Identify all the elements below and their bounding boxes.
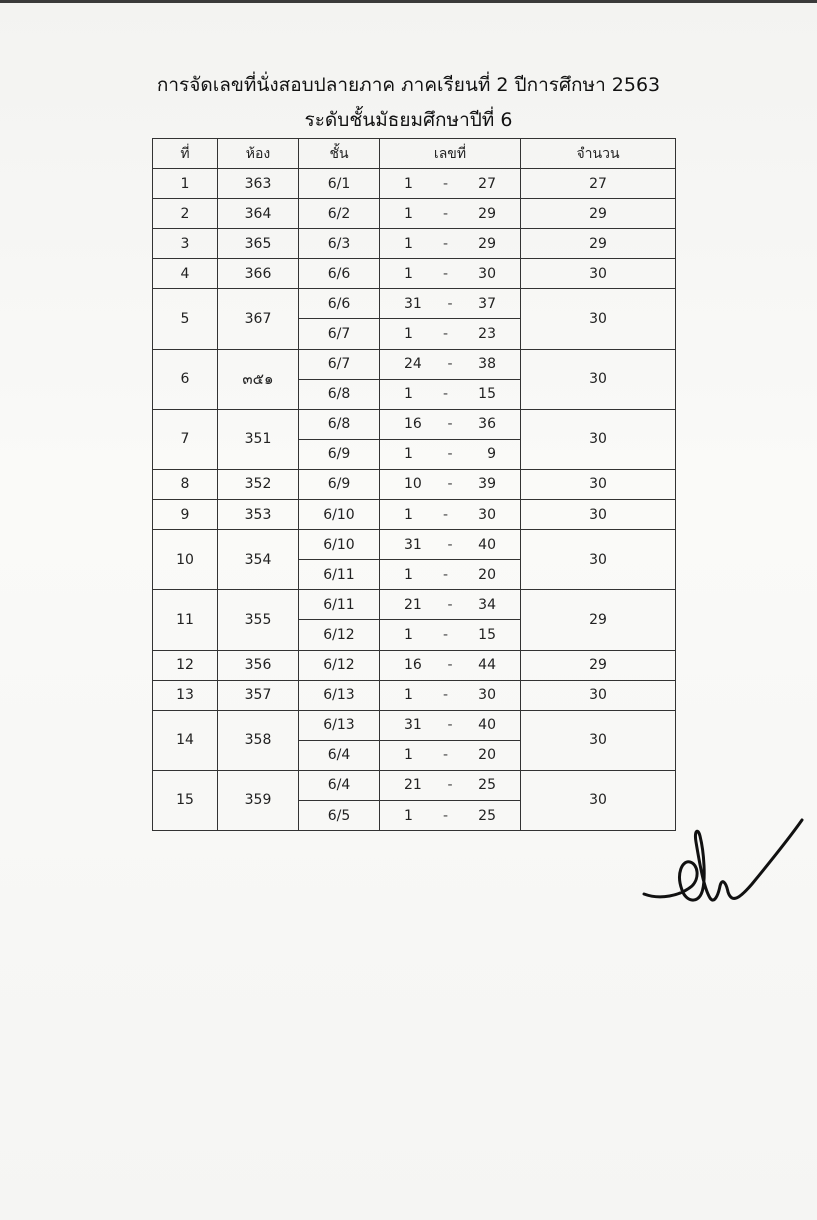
table-row bbox=[153, 169, 676, 199]
seat-to: 40 bbox=[478, 717, 496, 734]
seat-dash: - bbox=[447, 717, 453, 734]
seat-dash: - bbox=[443, 747, 449, 764]
cell-class: 6/10 bbox=[299, 530, 380, 560]
cell-seat-range bbox=[380, 289, 521, 319]
seat-to: 39 bbox=[478, 476, 496, 493]
seat-dash: - bbox=[447, 446, 453, 463]
cell-count: 29 bbox=[521, 590, 676, 650]
cell-no: 6 bbox=[153, 349, 218, 409]
scan-edge bbox=[0, 0, 817, 3]
seat-from: 1 bbox=[404, 506, 413, 523]
seat-from: 1 bbox=[404, 175, 413, 192]
seat-to: 9 bbox=[487, 446, 496, 463]
cell-no: 1 bbox=[153, 169, 218, 199]
seat-from: 31 bbox=[404, 717, 422, 734]
cell-no: 2 bbox=[153, 199, 218, 229]
cell-seat-range bbox=[380, 439, 521, 469]
cell-seat-range bbox=[380, 379, 521, 409]
seat-from: 16 bbox=[404, 416, 422, 433]
cell-seat-range bbox=[380, 680, 521, 710]
cell-room: 364 bbox=[218, 199, 299, 229]
seat-dash: - bbox=[447, 356, 453, 373]
seat-to: 38 bbox=[478, 356, 496, 373]
handwritten-signature bbox=[640, 812, 810, 922]
table-row bbox=[153, 229, 676, 259]
cell-no: 13 bbox=[153, 680, 218, 710]
cell-seat-range bbox=[380, 409, 521, 439]
cell-class: 6/9 bbox=[299, 469, 380, 499]
seat-from: 1 bbox=[404, 265, 413, 282]
seat-dash: - bbox=[447, 596, 453, 613]
table-header-row bbox=[153, 139, 676, 169]
seat-from: 31 bbox=[404, 536, 422, 553]
seat-to: 44 bbox=[478, 657, 496, 674]
cell-count: 30 bbox=[521, 349, 676, 409]
table-row bbox=[153, 199, 676, 229]
table-body bbox=[153, 169, 676, 831]
cell-room: 365 bbox=[218, 229, 299, 259]
table-row bbox=[153, 289, 676, 319]
cell-class: 6/6 bbox=[299, 289, 380, 319]
seat-from: 21 bbox=[404, 596, 422, 613]
cell-count: 30 bbox=[521, 680, 676, 710]
header-class: ชั้น bbox=[299, 139, 380, 169]
seating-table bbox=[152, 138, 676, 831]
cell-count: 30 bbox=[521, 409, 676, 469]
cell-seat-range bbox=[380, 319, 521, 349]
seat-dash: - bbox=[443, 326, 449, 343]
cell-seat-range bbox=[380, 710, 521, 740]
seat-from: 16 bbox=[404, 657, 422, 674]
seat-from: 1 bbox=[404, 446, 413, 463]
seat-dash: - bbox=[447, 657, 453, 674]
seat-dash: - bbox=[443, 265, 449, 282]
cell-room: 356 bbox=[218, 650, 299, 680]
cell-seat-range bbox=[380, 770, 521, 800]
cell-class: 6/7 bbox=[299, 349, 380, 379]
seat-dash: - bbox=[443, 175, 449, 192]
cell-class: 6/9 bbox=[299, 439, 380, 469]
cell-class: 6/10 bbox=[299, 500, 380, 530]
seat-dash: - bbox=[443, 807, 449, 824]
cell-no: 7 bbox=[153, 409, 218, 469]
cell-seat-range bbox=[380, 469, 521, 499]
cell-room: 358 bbox=[218, 710, 299, 770]
seat-to: 40 bbox=[478, 536, 496, 553]
cell-class: 6/4 bbox=[299, 740, 380, 770]
seat-dash: - bbox=[443, 386, 449, 403]
table-row bbox=[153, 650, 676, 680]
table-row bbox=[153, 590, 676, 620]
seat-from: 10 bbox=[404, 476, 422, 493]
cell-count: 30 bbox=[521, 710, 676, 770]
cell-no: 9 bbox=[153, 500, 218, 530]
cell-room: 363 bbox=[218, 169, 299, 199]
table-row bbox=[153, 469, 676, 499]
cell-seat-range bbox=[380, 560, 521, 590]
seat-from: 1 bbox=[404, 747, 413, 764]
table-row bbox=[153, 500, 676, 530]
cell-room: 367 bbox=[218, 289, 299, 349]
cell-count: 30 bbox=[521, 259, 676, 289]
cell-seat-range bbox=[380, 229, 521, 259]
seat-to: 25 bbox=[478, 807, 496, 824]
cell-room: ๓๕๑ bbox=[218, 349, 299, 409]
header-count: จำนวน bbox=[521, 139, 676, 169]
cell-room: 355 bbox=[218, 590, 299, 650]
cell-room: 352 bbox=[218, 469, 299, 499]
seat-dash: - bbox=[447, 416, 453, 433]
seat-from: 1 bbox=[404, 566, 413, 583]
cell-count: 29 bbox=[521, 199, 676, 229]
cell-seat-range bbox=[380, 620, 521, 650]
seat-from: 1 bbox=[404, 386, 413, 403]
table-row bbox=[153, 349, 676, 379]
cell-no: 10 bbox=[153, 530, 218, 590]
cell-room: 354 bbox=[218, 530, 299, 590]
seat-dash: - bbox=[447, 536, 453, 553]
cell-seat-range bbox=[380, 740, 521, 770]
cell-class: 6/11 bbox=[299, 590, 380, 620]
seat-to: 30 bbox=[478, 506, 496, 523]
table-row bbox=[153, 409, 676, 439]
cell-class: 6/2 bbox=[299, 199, 380, 229]
table-row bbox=[153, 259, 676, 289]
cell-class: 6/3 bbox=[299, 229, 380, 259]
table-row bbox=[153, 770, 676, 800]
seat-dash: - bbox=[447, 777, 453, 794]
cell-no: 14 bbox=[153, 710, 218, 770]
cell-no: 4 bbox=[153, 259, 218, 289]
cell-count: 30 bbox=[521, 500, 676, 530]
cell-count: 30 bbox=[521, 770, 676, 830]
cell-class: 6/8 bbox=[299, 379, 380, 409]
seat-to: 30 bbox=[478, 687, 496, 704]
cell-seat-range bbox=[380, 530, 521, 560]
cell-class: 6/1 bbox=[299, 169, 380, 199]
seat-from: 1 bbox=[404, 626, 413, 643]
seat-from: 21 bbox=[404, 777, 422, 794]
cell-seat-range bbox=[380, 349, 521, 379]
seat-dash: - bbox=[447, 476, 453, 493]
seat-dash: - bbox=[443, 566, 449, 583]
cell-class: 6/12 bbox=[299, 620, 380, 650]
seat-dash: - bbox=[447, 295, 453, 312]
cell-class: 6/11 bbox=[299, 560, 380, 590]
cell-room: 359 bbox=[218, 770, 299, 830]
seat-from: 1 bbox=[404, 687, 413, 704]
cell-count: 30 bbox=[521, 530, 676, 590]
cell-seat-range bbox=[380, 800, 521, 830]
seat-to: 34 bbox=[478, 596, 496, 613]
cell-no: 12 bbox=[153, 650, 218, 680]
table-row bbox=[153, 680, 676, 710]
cell-no: 5 bbox=[153, 289, 218, 349]
cell-seat-range bbox=[380, 650, 521, 680]
document-title: การจัดเลขที่นั่งสอบปลายภาค ภาคเรียนที่ 2 ปีการศึกษา 2563 bbox=[156, 74, 661, 96]
seat-to: 25 bbox=[478, 777, 496, 794]
cell-room: 353 bbox=[218, 500, 299, 530]
seat-dash: - bbox=[443, 506, 449, 523]
header-no: ที่ bbox=[153, 139, 218, 169]
cell-seat-range bbox=[380, 590, 521, 620]
cell-count: 30 bbox=[521, 289, 676, 349]
document-subtitle: ระดับชั้นมัธยมศึกษาปีที่ 6 bbox=[304, 109, 513, 131]
header-room: ห้อง bbox=[218, 139, 299, 169]
seat-from: 1 bbox=[404, 235, 413, 252]
cell-class: 6/13 bbox=[299, 680, 380, 710]
seat-to: 36 bbox=[478, 416, 496, 433]
seat-from: 1 bbox=[404, 807, 413, 824]
seat-to: 27 bbox=[478, 175, 496, 192]
cell-no: 15 bbox=[153, 770, 218, 830]
seat-to: 23 bbox=[478, 326, 496, 343]
seat-to: 37 bbox=[478, 295, 496, 312]
cell-no: 11 bbox=[153, 590, 218, 650]
seat-dash: - bbox=[443, 235, 449, 252]
cell-room: 351 bbox=[218, 409, 299, 469]
seat-to: 20 bbox=[478, 747, 496, 764]
header-seat-numbers: เลขที่ bbox=[380, 139, 521, 169]
cell-no: 8 bbox=[153, 469, 218, 499]
seat-to: 15 bbox=[478, 626, 496, 643]
cell-class: 6/13 bbox=[299, 710, 380, 740]
seat-to: 29 bbox=[478, 235, 496, 252]
cell-class: 6/12 bbox=[299, 650, 380, 680]
cell-no: 3 bbox=[153, 229, 218, 259]
cell-class: 6/8 bbox=[299, 409, 380, 439]
seat-to: 29 bbox=[478, 205, 496, 222]
cell-class: 6/4 bbox=[299, 770, 380, 800]
cell-seat-range bbox=[380, 169, 521, 199]
cell-count: 29 bbox=[521, 650, 676, 680]
seat-dash: - bbox=[443, 205, 449, 222]
seat-dash: - bbox=[443, 687, 449, 704]
cell-count: 29 bbox=[521, 229, 676, 259]
seat-from: 31 bbox=[404, 295, 422, 312]
seat-to: 20 bbox=[478, 566, 496, 583]
cell-count: 30 bbox=[521, 469, 676, 499]
table-row bbox=[153, 710, 676, 740]
table-row bbox=[153, 530, 676, 560]
cell-class: 6/7 bbox=[299, 319, 380, 349]
cell-room: 366 bbox=[218, 259, 299, 289]
seat-to: 15 bbox=[478, 386, 496, 403]
cell-room: 357 bbox=[218, 680, 299, 710]
seat-from: 1 bbox=[404, 326, 413, 343]
seat-from: 24 bbox=[404, 356, 422, 373]
cell-seat-range bbox=[380, 199, 521, 229]
seat-from: 1 bbox=[404, 205, 413, 222]
cell-count: 27 bbox=[521, 169, 676, 199]
cell-class: 6/6 bbox=[299, 259, 380, 289]
cell-seat-range bbox=[380, 500, 521, 530]
seat-dash: - bbox=[443, 626, 449, 643]
seat-to: 30 bbox=[478, 265, 496, 282]
cell-class: 6/5 bbox=[299, 800, 380, 830]
cell-seat-range bbox=[380, 259, 521, 289]
